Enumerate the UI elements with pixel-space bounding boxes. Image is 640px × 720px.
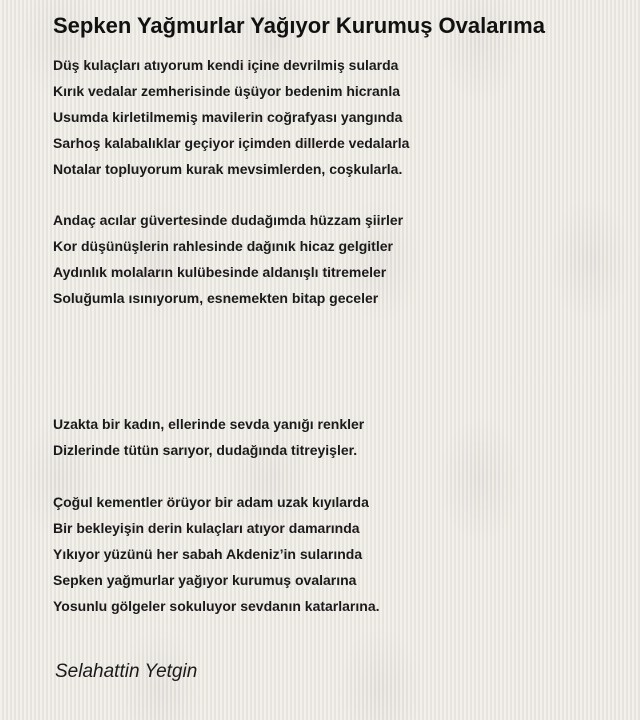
stanza-3 [53, 411, 364, 463]
poem-line: Sepken yağmurlar yağıyor kurumuş ovalarına [53, 572, 357, 588]
poem-line: Yosunlu gölgeler sokuluyor sevdanın katarlarına. [53, 598, 380, 614]
poem-line: Soluğumla ısınıyorum, esnemekten bitap geceler [53, 290, 379, 306]
poem-line: Kırık vedalar zemherisinde üşüyor bedenim hicranla [53, 83, 401, 99]
poem-line: Usumda kirletilmemiş mavilerin coğrafyası yangında [53, 109, 403, 125]
poem-line: Andaç acılar güvertesinde dudağımda hüzzam şiirler [53, 212, 404, 228]
poem-line: Çoğul kementler örüyor bir adam uzak kıyılarda [53, 494, 369, 510]
poem-line: Uzakta bir kadın, ellerinde sevda yanığı renkler [53, 416, 365, 432]
poem-line: Kor düşünüşlerin rahlesinde dağınık hicaz gelgitler [53, 238, 393, 254]
poem-line: Sarhoş kalabalıklar geçiyor içimden dillerde vedalarla [53, 135, 410, 151]
poem-author: Selahattin Yetgin [55, 661, 198, 682]
poem-line: Dizlerinde tütün sarıyor, dudağında titreyişler. [53, 442, 358, 458]
poem-line: Bir bekleyişin derin kulaçları atıyor damarında [53, 520, 360, 536]
stanza-2 [53, 207, 403, 311]
stanza-1 [53, 52, 409, 182]
stanza-4 [53, 489, 380, 619]
poem-line: Aydınlık molaların kulübesinde aldanışlı titremeler [53, 264, 387, 280]
poem-title: Sepken Yağmurlar Yağıyor Kurumuş Ovalarıma [53, 13, 545, 38]
poem-line: Notalar topluyorum kurak mevsimlerden, coşkularla. [53, 161, 403, 177]
poem-line: Düş kulaçları atıyorum kendi içine devrilmiş sularda [53, 57, 399, 73]
poem-line: Yıkıyor yüzünü her sabah Akdeniz’in sularında [53, 546, 363, 562]
